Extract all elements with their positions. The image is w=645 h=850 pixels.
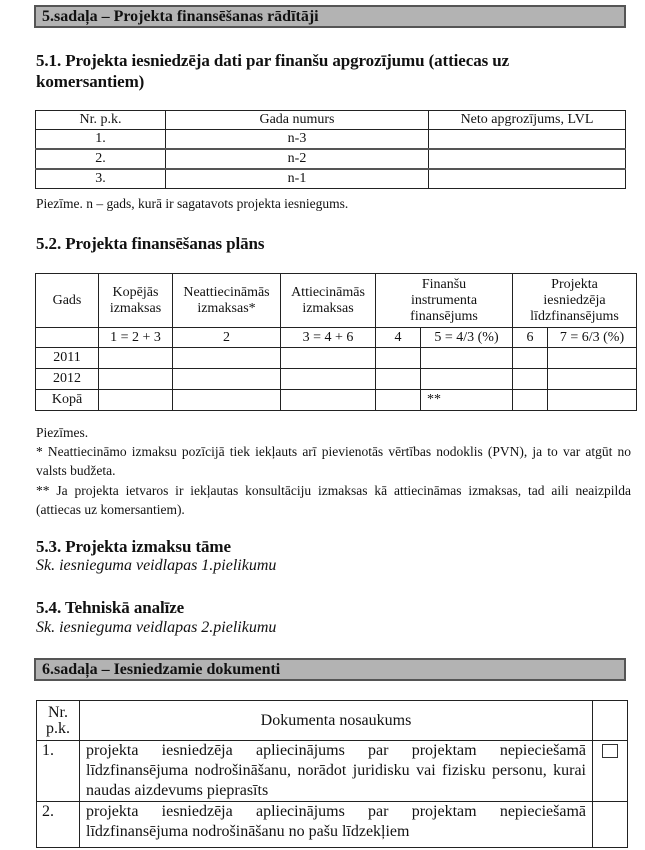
cell-input[interactable] xyxy=(99,348,173,369)
cell-input[interactable] xyxy=(99,390,173,411)
cell-document-name: projekta iesniedzēja apliecinājums par projektam nepieciešamā līdzfinansējuma nodrošināšanu, norādot juridisku vai fizisku personu, kurai naudas aizdevums pieprasīts xyxy=(80,741,593,802)
cell-double-asterisk: ** xyxy=(421,390,513,411)
header-nr xyxy=(37,701,80,741)
header-cofinancing-label: Projekta iesniedzēja līdzfinansējums xyxy=(530,276,619,324)
cell-nr: 2. xyxy=(37,802,80,848)
formula-cell: 3 = 4 + 6 xyxy=(281,328,376,348)
cell-year: n-1 xyxy=(166,169,429,189)
cell-year: Kopā xyxy=(36,390,99,411)
header-nr: Nr. p.k. xyxy=(36,111,166,130)
table-header-row xyxy=(36,274,637,328)
cell-input[interactable] xyxy=(281,369,376,390)
formula-row xyxy=(36,328,637,348)
header-total-costs-label: Kopējās izmaksas xyxy=(109,284,162,316)
table-row-total xyxy=(36,390,637,411)
cell-input[interactable] xyxy=(513,390,548,411)
cell-input[interactable] xyxy=(513,348,548,369)
cell-input[interactable] xyxy=(281,390,376,411)
cell-input[interactable] xyxy=(99,369,173,390)
header-ineligible-costs xyxy=(173,274,281,328)
cell-input[interactable] xyxy=(173,369,281,390)
cell-year: n-3 xyxy=(166,130,429,150)
cell-input[interactable] xyxy=(548,390,637,411)
document-checkbox[interactable] xyxy=(602,744,618,758)
table-row xyxy=(37,802,628,848)
cell-nr: 1. xyxy=(37,741,80,802)
cell-input[interactable] xyxy=(548,348,637,369)
table-row xyxy=(36,130,626,150)
cell-value-input[interactable] xyxy=(429,149,626,169)
ref-5-4: Sk. iesnieguma veidlapas 2.pielikumu xyxy=(36,619,277,636)
table-row xyxy=(37,741,628,802)
header-year: Gada numurs xyxy=(166,111,429,130)
notes-title: Piezīmes. xyxy=(36,425,89,440)
turnover-table xyxy=(35,110,626,189)
financing-plan-table xyxy=(35,273,637,411)
note-5-1: Piezīme. n – gads, kurā ir sagatavots projekta iesniegums. xyxy=(36,196,349,211)
cell-input[interactable] xyxy=(173,390,281,411)
table-row xyxy=(36,149,626,169)
cell-input[interactable] xyxy=(281,348,376,369)
heading-5-4: 5.4. Tehniskā analīze xyxy=(36,598,185,617)
formula-cell: 2 xyxy=(173,328,281,348)
cell-input[interactable] xyxy=(376,390,421,411)
formula-cell xyxy=(36,328,99,348)
cell-document-name: projekta iesniedzēja apliecinājums par projektam nepieciešamā līdzfinansējuma nodrošināšanu no pašu līdzekļiem xyxy=(80,802,593,848)
formula-cell: 4 xyxy=(376,328,421,348)
table-row xyxy=(36,169,626,189)
ref-5-3: Sk. iesnieguma veidlapas 1.pielikumu xyxy=(36,557,277,574)
note-single-asterisk: * Neattiecināmo izmaksu pozīcijā tiek iekļauts arī pievienotās vērtības nodoklis (PVN), ja to var atgūt no valsts budžeta. xyxy=(36,444,631,478)
header-net-turnover: Neto apgrozījums, LVL xyxy=(429,111,626,130)
cell-input[interactable] xyxy=(548,369,637,390)
cell-check[interactable] xyxy=(593,802,628,848)
header-nr-label: Nr. p.k. xyxy=(46,703,70,737)
table-row xyxy=(36,369,637,390)
cell-input[interactable] xyxy=(513,369,548,390)
header-instrument-financing xyxy=(376,274,513,328)
header-total-costs xyxy=(99,274,173,328)
cell-check xyxy=(593,741,628,802)
formula-cell: 1 = 2 + 3 xyxy=(99,328,173,348)
formula-cell: 6 xyxy=(513,328,548,348)
documents-table xyxy=(36,700,628,848)
section-5-title: 5.sadaļa – Projekta finansēšanas rādītāji xyxy=(34,5,626,28)
cell-input[interactable] xyxy=(421,369,513,390)
header-ineligible-costs-label: Neattiecināmās izmaksas* xyxy=(183,284,270,316)
heading-5-3: 5.3. Projekta izmaksu tāme xyxy=(36,537,231,556)
cell-value-input[interactable] xyxy=(429,130,626,150)
cell-input[interactable] xyxy=(421,348,513,369)
cell-nr: 2. xyxy=(36,149,166,169)
header-check xyxy=(593,701,628,741)
cell-year: 2012 xyxy=(36,369,99,390)
header-eligible-costs xyxy=(281,274,376,328)
cell-nr: 3. xyxy=(36,169,166,189)
heading-5-2: 5.2. Projekta finansēšanas plāns xyxy=(36,234,265,253)
header-eligible-costs-label: Attiecināmās izmaksas xyxy=(291,284,365,316)
cell-nr: 1. xyxy=(36,130,166,150)
table-row xyxy=(36,348,637,369)
formula-cell: 5 = 4/3 (%) xyxy=(421,328,513,348)
formula-cell: 7 = 6/3 (%) xyxy=(548,328,637,348)
cell-year: n-2 xyxy=(166,149,429,169)
heading-5-1: 5.1. Projekta iesniedzēja dati par finanšu apgrozījumu (attiecas uz komersantiem) xyxy=(36,51,510,91)
table-header-row xyxy=(36,111,626,130)
table-header-row xyxy=(37,701,628,741)
cell-input[interactable] xyxy=(376,369,421,390)
note-double-asterisk: ** Ja projekta ietvaros ir iekļautas konsultāciju izmaksas kā attiecināmas izmaksas, tad aili neaizpilda (attiecas uz komersantiem). xyxy=(36,483,631,517)
cell-input[interactable] xyxy=(376,348,421,369)
header-year: Gads xyxy=(36,274,99,328)
header-document-name: Dokumenta nosaukums xyxy=(80,701,593,741)
section-6-title: 6.sadaļa – Iesniedzamie dokumenti xyxy=(34,658,626,681)
cell-input[interactable] xyxy=(173,348,281,369)
cell-value-input[interactable] xyxy=(429,169,626,189)
cell-year: 2011 xyxy=(36,348,99,369)
notes-5-2 xyxy=(36,423,631,519)
header-cofinancing xyxy=(513,274,637,328)
header-instrument-financing-label: Finanšu instrumenta finansējums xyxy=(410,276,478,324)
